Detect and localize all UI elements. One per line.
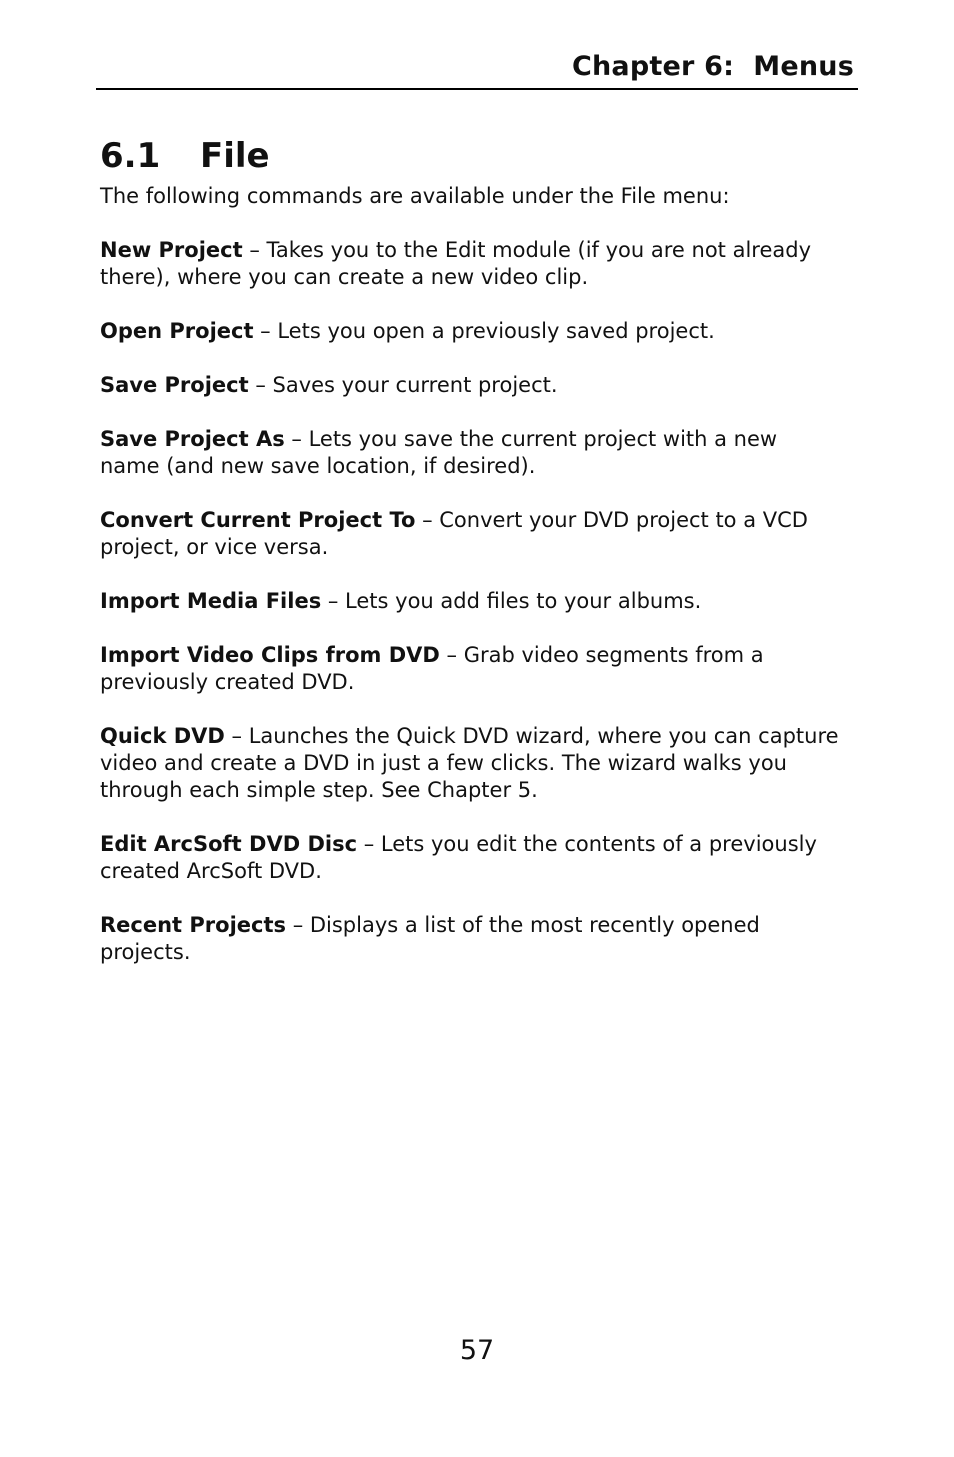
page-content (100, 136, 840, 993)
command-term: Edit ArcSoft DVD Disc (100, 832, 358, 856)
section-number: 6.1 (100, 136, 161, 176)
command-entry-new-project (100, 237, 840, 291)
page-number: 57 (459, 1335, 495, 1366)
section-title: File (200, 136, 270, 176)
command-description: – Grab video segments from a previously created DVD. (100, 643, 764, 694)
command-entry-convert-current-project (100, 507, 840, 561)
command-term: Open Project (100, 319, 254, 343)
command-entry-save-project (100, 372, 840, 399)
command-term: Import Video Clips from DVD (100, 643, 440, 667)
chapter-title: Chapter 6: Menus (572, 51, 854, 82)
command-list (100, 237, 840, 966)
command-entry-recent-projects (100, 912, 840, 966)
page-header (96, 50, 858, 90)
command-description: – Saves your current project. (248, 373, 558, 397)
command-entry-quick-dvd (100, 723, 840, 804)
command-description: – Convert your DVD project to a VCD project, or vice versa. (100, 508, 808, 559)
command-description: – Launches the Quick DVD wizard, where you can capture video and create a DVD in just a few clicks. The wizard walks you through each simple step. See Chapter 5. (100, 724, 839, 802)
command-description: – Lets you add files to your albums. (321, 589, 702, 613)
section-intro: The following commands are available under the File menu: (100, 184, 730, 208)
command-entry-import-video-clips (100, 642, 840, 696)
command-term: Quick DVD (100, 724, 225, 748)
command-entry-edit-arcsoft-dvd-disc (100, 831, 840, 885)
command-entry-save-project-as (100, 426, 840, 480)
command-term: Recent Projects (100, 913, 287, 937)
command-description: – Takes you to the Edit module (if you are not already there), where you can create a new video clip. (100, 238, 812, 289)
command-term: Save Project (100, 373, 249, 397)
command-entry-open-project (100, 318, 840, 345)
command-description: – Lets you open a previously saved project. (253, 319, 715, 343)
command-description: – Displays a list of the most recently opened projects. (100, 913, 760, 964)
command-description: – Lets you save the current project with a new name (and new save location, if desired). (100, 427, 778, 478)
command-term: Convert Current Project To (100, 508, 416, 532)
command-term: New Project (100, 238, 243, 262)
command-term: Save Project As (100, 427, 285, 451)
command-description: – Lets you edit the contents of a previously created ArcSoft DVD. (100, 832, 817, 883)
command-entry-import-media-files (100, 588, 840, 615)
section-heading (100, 136, 840, 178)
command-term: Import Media Files (100, 589, 322, 613)
